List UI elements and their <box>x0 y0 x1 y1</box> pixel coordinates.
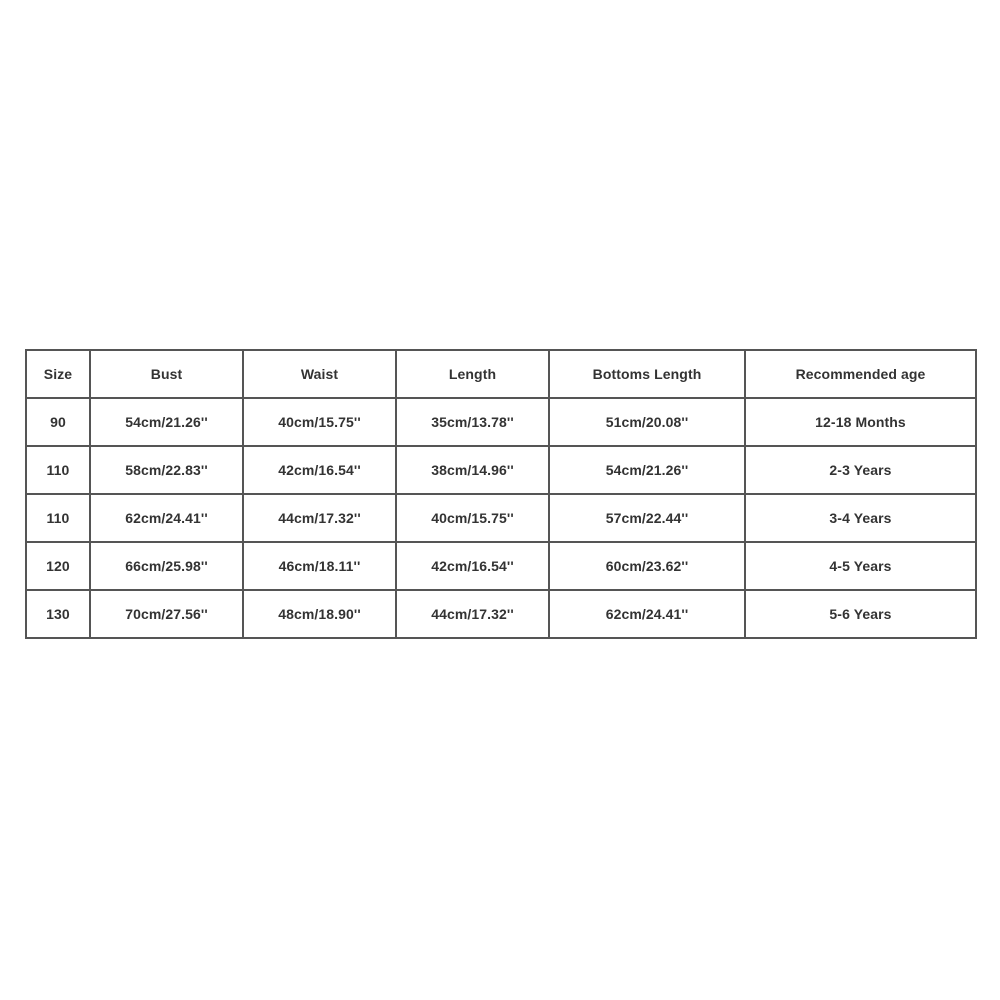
cell-length: 35cm/13.78'' <box>396 398 549 446</box>
cell-recommended-age: 5-6 Years <box>745 590 976 638</box>
table-row <box>26 446 976 494</box>
header-recommended-age: Recommended age <box>745 350 976 398</box>
cell-bottoms-length: 51cm/20.08'' <box>549 398 745 446</box>
cell-bust: 66cm/25.98'' <box>90 542 243 590</box>
cell-recommended-age: 2-3 Years <box>745 446 976 494</box>
table-row <box>26 542 976 590</box>
cell-bust: 54cm/21.26'' <box>90 398 243 446</box>
cell-recommended-age: 3-4 Years <box>745 494 976 542</box>
cell-recommended-age: 4-5 Years <box>745 542 976 590</box>
header-waist: Waist <box>243 350 396 398</box>
cell-recommended-age: 12-18 Months <box>745 398 976 446</box>
table-header-row <box>26 350 976 398</box>
cell-size: 110 <box>26 446 90 494</box>
size-chart-table <box>25 349 977 639</box>
cell-bottoms-length: 60cm/23.62'' <box>549 542 745 590</box>
cell-waist: 42cm/16.54'' <box>243 446 396 494</box>
cell-bottoms-length: 57cm/22.44'' <box>549 494 745 542</box>
cell-bust: 62cm/24.41'' <box>90 494 243 542</box>
cell-waist: 46cm/18.11'' <box>243 542 396 590</box>
cell-size: 110 <box>26 494 90 542</box>
table-row <box>26 494 976 542</box>
cell-waist: 44cm/17.32'' <box>243 494 396 542</box>
cell-bottoms-length: 54cm/21.26'' <box>549 446 745 494</box>
cell-length: 38cm/14.96'' <box>396 446 549 494</box>
header-size: Size <box>26 350 90 398</box>
header-bust: Bust <box>90 350 243 398</box>
cell-size: 120 <box>26 542 90 590</box>
table-row <box>26 590 976 638</box>
cell-length: 42cm/16.54'' <box>396 542 549 590</box>
header-length: Length <box>396 350 549 398</box>
cell-bottoms-length: 62cm/24.41'' <box>549 590 745 638</box>
cell-length: 44cm/17.32'' <box>396 590 549 638</box>
cell-length: 40cm/15.75'' <box>396 494 549 542</box>
table-row <box>26 398 976 446</box>
cell-bust: 70cm/27.56'' <box>90 590 243 638</box>
cell-size: 90 <box>26 398 90 446</box>
cell-waist: 48cm/18.90'' <box>243 590 396 638</box>
cell-bust: 58cm/22.83'' <box>90 446 243 494</box>
cell-size: 130 <box>26 590 90 638</box>
cell-waist: 40cm/15.75'' <box>243 398 396 446</box>
header-bottoms-length: Bottoms Length <box>549 350 745 398</box>
